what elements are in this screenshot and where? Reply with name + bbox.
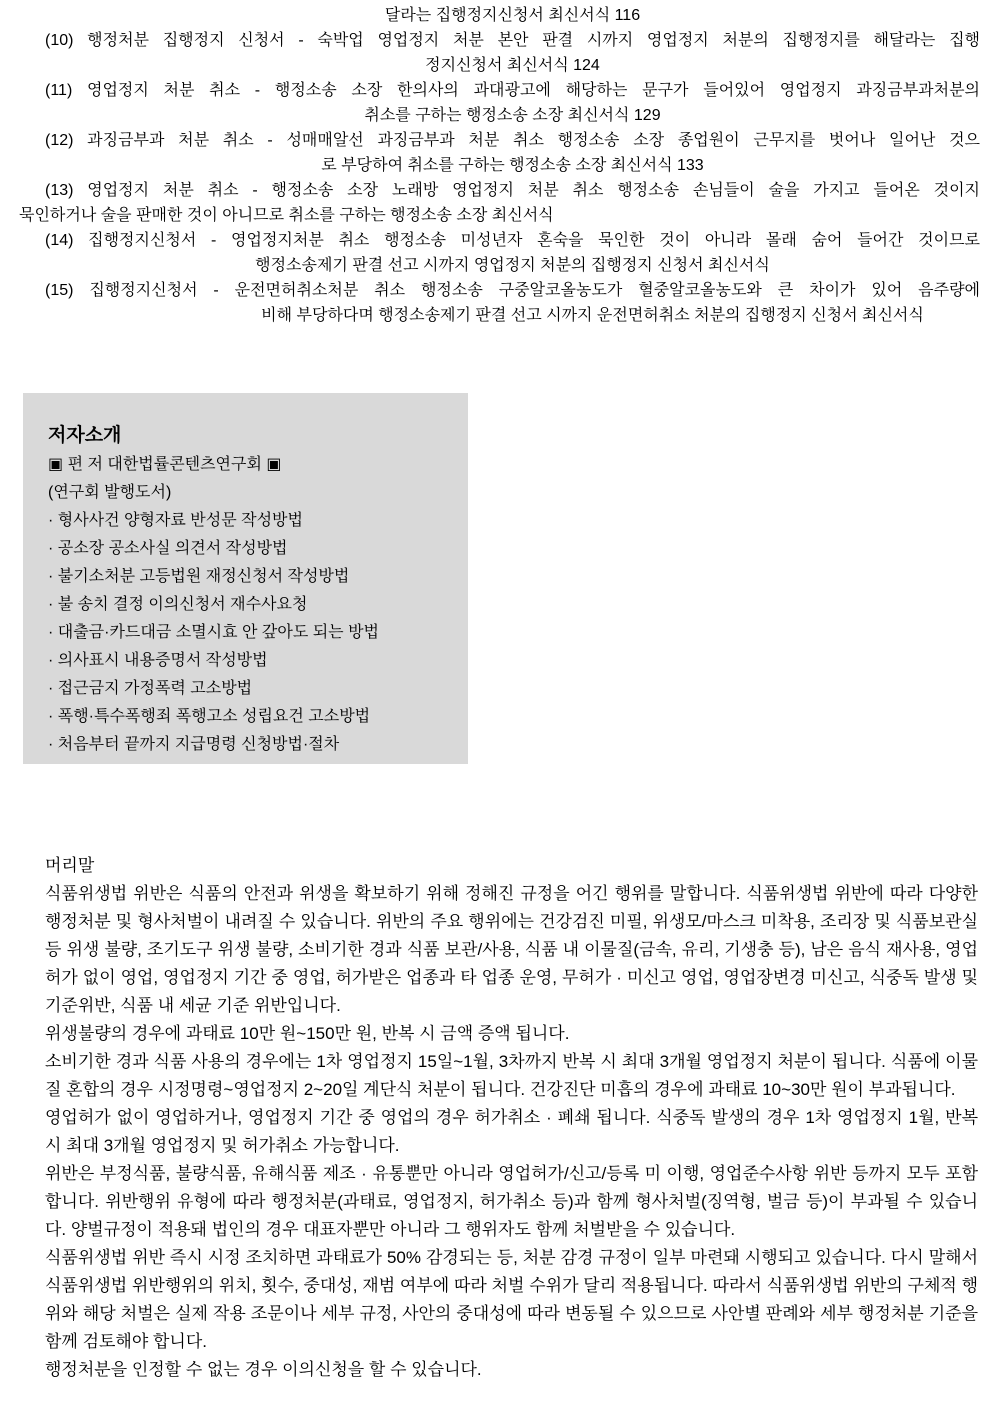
toc-line: 묵인하거나 술을 판매한 것이 아니므로 취소를 구하는 행정소송 소장 최신서식 [19, 207, 554, 224]
author-box [23, 393, 468, 764]
toc-line: (12) 과징금부과 처분 취소 - 성매매알선 과징금부과 처분 취소 행정소송 소장 종업원이 근무지를 벗어나 일어난 것으 [45, 132, 980, 149]
book-list-item: · 처음부터 끝까지 지급명령 신청방법·절차 [48, 736, 340, 753]
preface-paragraph: 위생불량의 경우에 과태료 10만 원~150만 원, 반복 시 금액 증액 됩니다. [45, 1024, 570, 1043]
toc-line: (10) 행정처분 집행정지 신청서 - 숙박업 영업정지 처분 본안 판결 시까지 영업정지 처분의 집행정지를 해달라는 집행 [45, 32, 980, 49]
book-list-item: · 불 송치 결정 이의신청서 재수사요청 [48, 596, 308, 613]
toc-line: 달라는 집행정지신청서 최신서식 116 [384, 7, 641, 24]
book-list-item: · 의사표시 내용증명서 작성방법 [48, 652, 268, 669]
preface-paragraph: 위반은 부정식품, 불량식품, 유해식품 제조 · 유통뿐만 아니라 영업허가/신고/등록 미 이행, 영업준수사항 위반 등까지 모두 포함합니다. 위반행위 유형에 따라 행정처분(과태료, 영업정지, 허가취소 등)과 함께 형사처벌(징역형, 벌금 등)이 부과될 수 있습니다. 양벌규정이 적용돼 법인의 경우 대표자뿐만 아니라 그 행위자도 함께 처벌받을 수 있습니다. [45, 1164, 978, 1239]
author-editor-line: ▣ 편 저 대한법률콘텐츠연구회 ▣ [48, 456, 282, 473]
author-series-label: (연구회 발행도서) [48, 484, 172, 501]
preface-paragraph: 행정처분을 인정할 수 없는 경우 이의신청을 할 수 있습니다. [45, 1360, 482, 1379]
toc-line: (14) 집행정지신청서 - 영업정지처분 취소 행정소송 미성년자 혼숙을 묵인한 것이 아니라 몰래 숨어 들어간 것이므로 [45, 232, 980, 249]
author-box-title: 저자소개 [48, 425, 122, 446]
toc-line: 로 부당하여 취소를 구하는 행정소송 소장 최신서식 133 [321, 157, 704, 174]
book-list-item: · 접근금지 가정폭력 고소방법 [48, 680, 253, 697]
toc-line: (13) 영업정지 처분 취소 - 행정소송 소장 노래방 영업정지 처분 취소 행정소송 손님들이 술을 가지고 들어온 것이지 [45, 182, 980, 199]
preface-paragraph: 소비기한 경과 식품 사용의 경우에는 1차 영업정지 15일~1월, 3차까지 반복 시 최대 3개월 영업정지 처분이 됩니다. 식품에 이물질 혼합의 경우 시정명령~영업정지 2~20일 계단식 처분이 됩니다. 건강진단 미흡의 경우에 과태료 10~30만 원이 부과됩니다. [45, 1052, 978, 1099]
toc-line: (11) 영업정지 처분 취소 - 행정소송 소장 한의사의 과대광고에 해당하는 문구가 들어있어 영업정지 과징금부과처분의 [45, 82, 980, 99]
toc-line: (15) 집행정지신청서 - 운전면허취소처분 취소 행정소송 구중알코올농도가 혈중알코올농도와 큰 차이가 있어 음주량에 [45, 282, 980, 299]
toc-line: 비해 부당하다며 행정소송제기 판결 선고 시까지 운전면허취소 처분의 집행정지 신청서 최신서식 [261, 307, 924, 324]
preface-paragraph: 영업허가 없이 영업하거나, 영업정지 기간 중 영업의 경우 허가취소 · 폐쇄 됩니다. 식중독 발생의 경우 1차 영업정지 1월, 반복 시 최대 3개월 영업정지 및 허가취소 가능합니다. [45, 1108, 978, 1155]
toc-line: 정지신청서 최신서식 124 [425, 57, 600, 74]
book-list-item: · 불기소처분 고등법원 재정신청서 작성방법 [48, 568, 350, 585]
preface-paragraph: 식품위생법 위반 즉시 시정 조치하면 과태료가 50% 감경되는 등, 처분 감경 규정이 일부 마련돼 시행되고 있습니다. 다시 말해서 식품위생법 위반행위의 위치, 횟수, 중대성, 재범 여부에 따라 처벌 수위가 달리 적용됩니다. 따라서 식품위생법 위반의 구체적 행위와 해당 처벌은 실제 작용 조문이나 세부 규정, 사안의 중대성에 따라 변동될 수 있으므로 사안별 판례와 세부 행정처분 기준을 함께 검토해야 합니다. [45, 1248, 978, 1351]
toc-line: 행정소송제기 판결 선고 시까지 영업정지 처분의 집행정지 신청서 최신서식 [255, 257, 770, 274]
book-list-item: · 공소장 공소사실 의견서 작성방법 [48, 540, 288, 557]
toc-line: 취소를 구하는 행정소송 소장 최신서식 129 [364, 107, 661, 124]
book-list-item: · 대출금·카드대금 소멸시효 안 갚아도 되는 방법 [48, 624, 379, 641]
toc-section [19, 3, 980, 328]
preface-paragraph: 식품위생법 위반은 식품의 안전과 위생을 확보하기 위해 정해진 규정을 어긴 행위를 말합니다. 식품위생법 위반에 따라 다양한 행정처분 및 형사처벌이 내려질 수 있습니다. 위반의 주요 행위에는 건강검진 미필, 위생모/마스크 미착용, 조리장 및 식품보관실 등 위생 불량, 조기도구 위생 불량, 소비기한 경과 식품 보관/사용, 식품 내 이물질(금속, 유리, 기생충 등), 남은 음식 재사용, 영업허가 없이 영업, 영업정지 기간 중 영업, 허가받은 업종과 타 업종 운영, 무허가 · 미신고 영업, 영업장변경 미신고, 식중독 발생 및 기준위반, 식품 내 세균 기준 위반입니다. [45, 884, 978, 1015]
preface-title: 머리말 [45, 856, 95, 875]
book-list-item: · 폭행·특수폭행죄 폭행고소 성립요건 고소방법 [48, 708, 371, 725]
book-list-item: · 형사사건 양형자료 반성문 작성방법 [48, 512, 303, 529]
preface-section [45, 852, 978, 1384]
